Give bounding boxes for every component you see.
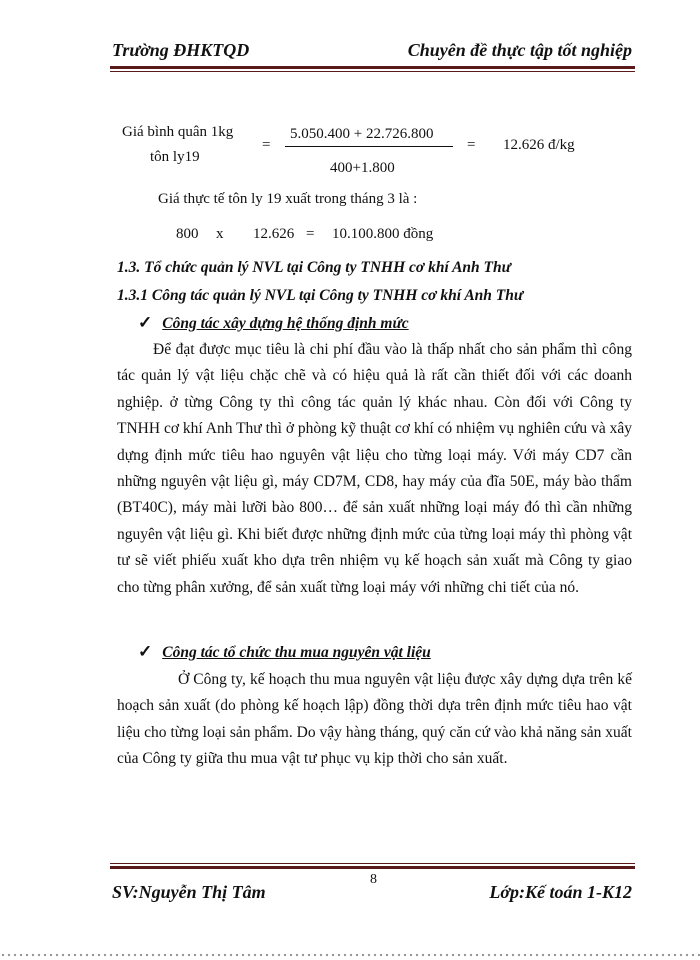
calc-label-line2: tôn ly19: [150, 149, 200, 165]
paragraph-1: Để đạt được mục tiêu là chi phí đầu vào là thấp nhất cho sản phẩm thì công tác quản lý vật liệu chặc chẽ và có hiệu quả là rất cần thiết đối với các doanh nghiệp. ở từng Công ty thì công tác quản lý khác nhau. Còn đối với Công ty TNHH cơ khí Anh Thư thì ở phòng kỹ thuật cơ khí có nhiệm vụ nghiên cứu và xây dựng định mức tiêu hao nguyên vật liệu cho từng loại máy. Với máy CD7 cần những nguyên vật liệu gì, máy CD7M, CD8, hay máy của đĩa 50E, máy bào thẩm (BT40C), máy mài lưỡi bào 800… để sản xuất những loại máy đó thì cần những nguyên vật liệu gì. Khi biết được những định mức của từng loại máy thì phòng vật tư sẽ viết phiếu xuất kho dựa trên nhiệm vụ kế hoạch sản xuất mà Công ty giao cho từng phân xưởng, để sản xuất từng loại máy với những chi tiết của nó.: [117, 341, 632, 596]
checkmark-icon: ✓: [138, 642, 153, 661]
footer-student: SV:Nguyễn Thị Tâm: [112, 882, 266, 902]
fraction-bar: [285, 146, 453, 147]
subheading-1-text: Công tác xây dựng hệ thống định mức: [162, 315, 409, 332]
heading-1-3-1: 1.3.1 Công tác quản lý NVL tại Công ty TNHH cơ khí Anh Thư: [117, 287, 524, 304]
subheading-2: [138, 642, 431, 662]
calc-equals-2: =: [467, 137, 476, 153]
paragraph-2: Ở Công ty, kế hoạch thu mua nguyên vật liệu được xây dựng dựa trên kế hoạch sản xuất (do phòng kế hoạch lập) đồng thời dựa trên định mức tiêu hao vật liệu cho từng loại sản phẩm. Do vậy hàng tháng, quý căn cứ vào khả năng sản xuất của Công ty giữa thu mua vật tư phục vụ kịp thời cho sản xuất.: [117, 671, 632, 768]
actual-price-line: Giá thực tế tôn ly 19 xuất trong tháng 3 là :: [158, 191, 418, 207]
subheading-1: [138, 313, 409, 333]
checkmark-icon: ✓: [138, 313, 153, 332]
calc-result: 12.626 đ/kg: [503, 137, 575, 153]
footer-rule-thin: [110, 863, 635, 864]
calc-equals-1: =: [262, 137, 271, 153]
calc-denominator: 400+1.800: [330, 160, 395, 176]
header-school: Trường ĐHKTQD: [112, 40, 250, 60]
calc-numerator: 5.050.400 + 22.726.800: [290, 126, 434, 142]
calc-label-line1: Giá bình quân 1kg: [122, 124, 234, 140]
calc-times: x: [216, 226, 224, 242]
bottom-dotted-border: [0, 953, 700, 957]
page-number: 8: [370, 872, 377, 887]
calc-unit-price: 12.626: [253, 226, 295, 242]
header-title: Chuyên đề thực tập tốt nghiệp: [407, 40, 632, 60]
footer-class: Lớp:Kế toán 1-K12: [489, 882, 632, 902]
footer-rule-thick: [110, 866, 635, 869]
heading-1-3: 1.3. Tổ chức quản lý NVL tại Công ty TNHH cơ khí Anh Thư: [117, 259, 511, 276]
calc-total: 10.100.800 đồng: [332, 226, 434, 242]
header-rule-thick: [110, 66, 635, 69]
subheading-2-text: Công tác tổ chức thu mua nguyên vật liệu: [162, 644, 431, 661]
calc-qty: 800: [176, 226, 199, 242]
header-rule-thin: [110, 71, 635, 72]
calc-equals-3: =: [306, 226, 315, 242]
